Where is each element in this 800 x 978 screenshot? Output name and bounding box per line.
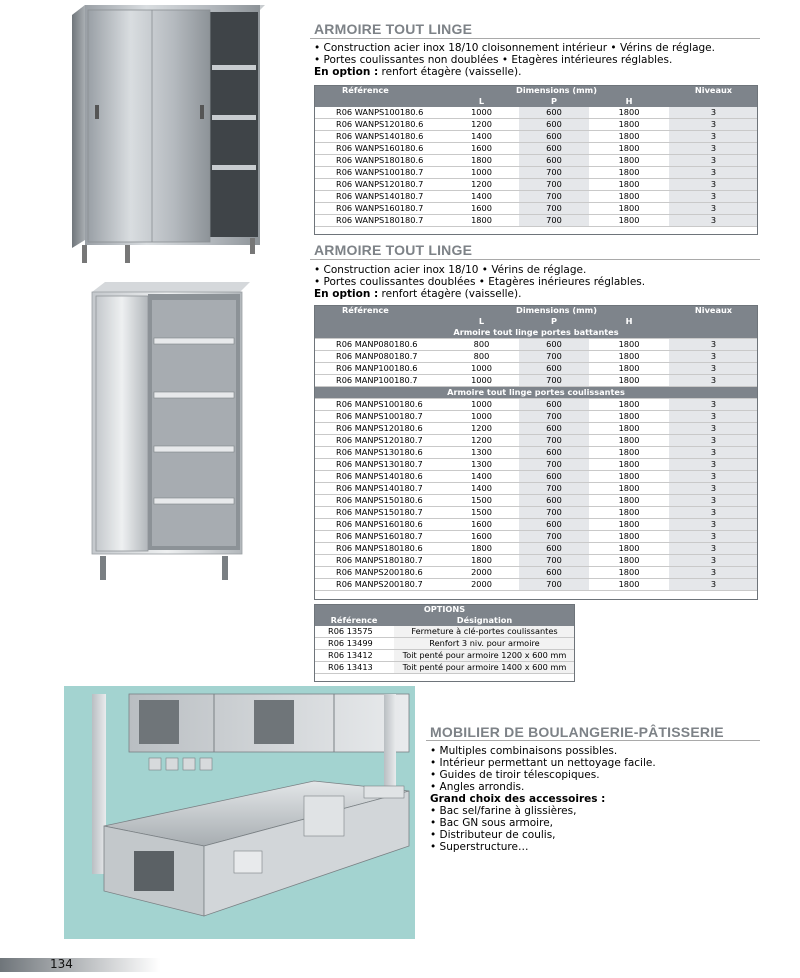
- cell-value: 1300: [444, 447, 519, 459]
- cell-value: 700: [519, 555, 589, 567]
- cell-value: 700: [519, 531, 589, 543]
- cell-value: 1800: [444, 215, 519, 227]
- cell-value: 1000: [444, 363, 519, 375]
- cell-reference: R06 WANPS180180.7: [314, 215, 444, 227]
- cell-value: 1800: [589, 423, 669, 435]
- cell-value: 3: [669, 411, 758, 423]
- cell-value: 1800: [589, 483, 669, 495]
- cell-value: 1600: [444, 203, 519, 215]
- option-text: renfort étagère (vaisselle).: [378, 288, 522, 300]
- page-number: 134: [50, 957, 73, 971]
- cell-reference: R06 WANPS160180.7: [314, 203, 444, 215]
- header-dimensions: Dimensions (mm): [444, 85, 669, 96]
- cell-value: 1800: [589, 435, 669, 447]
- cell-value: 700: [519, 191, 589, 203]
- options-frame: [314, 604, 575, 682]
- cell-value: 3: [669, 143, 758, 155]
- cell-value: 1600: [444, 519, 519, 531]
- cell-value: 1500: [444, 507, 519, 519]
- cell-value: 700: [519, 507, 589, 519]
- option-line: [314, 66, 715, 78]
- section1-description: [314, 42, 715, 78]
- cell-reference: R06 WANPS100180.7: [314, 167, 444, 179]
- cell-value: 1200: [444, 179, 519, 191]
- option-line: [314, 288, 645, 300]
- cell-value: 1800: [589, 579, 669, 591]
- cell-value: 1800: [589, 447, 669, 459]
- option-designation: Fermeture à clé-portes coulissantes: [394, 626, 575, 638]
- header-l: L: [444, 316, 519, 327]
- cell-value: 600: [519, 471, 589, 483]
- section-title: ARMOIRE TOUT LINGE: [314, 21, 473, 37]
- cell-value: 3: [669, 423, 758, 435]
- cell-reference: R06 MANPS180180.6: [314, 543, 444, 555]
- cell-value: 600: [519, 519, 589, 531]
- option-reference: R06 13412: [314, 650, 394, 662]
- cell-reference: R06 WANPS100180.6: [314, 107, 444, 119]
- header-l: L: [444, 96, 519, 107]
- cell-reference: R06 WANPS140180.6: [314, 131, 444, 143]
- cell-value: 3: [669, 567, 758, 579]
- cell-value: 1600: [444, 531, 519, 543]
- cell-value: 600: [519, 399, 589, 411]
- cell-value: 3: [669, 543, 758, 555]
- cell-value: 1800: [444, 543, 519, 555]
- cell-reference: R06 MANP080180.7: [314, 351, 444, 363]
- cell-reference: R06 MANPS140180.6: [314, 471, 444, 483]
- cell-value: 3: [669, 519, 758, 531]
- cell-value: 1800: [589, 363, 669, 375]
- cell-reference: R06 WANPS120180.7: [314, 179, 444, 191]
- header-p: P: [519, 96, 589, 107]
- cell-value: 1800: [589, 339, 669, 351]
- cell-value: 1800: [589, 179, 669, 191]
- cell-value: 1400: [444, 131, 519, 143]
- cell-value: 1400: [444, 471, 519, 483]
- cell-value: 600: [519, 155, 589, 167]
- cell-value: 1200: [444, 435, 519, 447]
- cell-reference: R06 MANPS100180.7: [314, 411, 444, 423]
- option-reference: R06 13413: [314, 662, 394, 674]
- cell-value: 3: [669, 459, 758, 471]
- title-rule: [310, 38, 760, 39]
- cell-value: 3: [669, 203, 758, 215]
- cell-value: 600: [519, 423, 589, 435]
- header-h: H: [589, 316, 669, 327]
- cell-value: 1800: [444, 155, 519, 167]
- cell-value: 3: [669, 107, 758, 119]
- cell-value: 700: [519, 375, 589, 387]
- cell-reference: R06 MANPS120180.6: [314, 423, 444, 435]
- cell-reference: R06 MANPS140180.7: [314, 483, 444, 495]
- cell-reference: R06 MANP100180.7: [314, 375, 444, 387]
- cell-value: 700: [519, 167, 589, 179]
- cell-value: 3: [669, 435, 758, 447]
- cell-value: 1000: [444, 399, 519, 411]
- cell-value: 1800: [589, 351, 669, 363]
- title-rule: [426, 740, 760, 741]
- bullet-line: • Portes coulissantes doublées • Etagères inérieures réglables.: [314, 276, 646, 288]
- cell-reference: R06 MANPS200180.6: [314, 567, 444, 579]
- table-frame: [314, 85, 758, 235]
- cell-value: 1800: [589, 131, 669, 143]
- cell-value: 1500: [444, 495, 519, 507]
- cell-value: 600: [519, 339, 589, 351]
- product-image-mobilier-boulangerie: [64, 686, 415, 939]
- option-label: En option :: [314, 288, 379, 300]
- option-designation: Toit penté pour armoire 1400 x 600 mm: [394, 662, 575, 674]
- cell-value: 700: [519, 203, 589, 215]
- cell-value: 600: [519, 495, 589, 507]
- cell-value: 700: [519, 483, 589, 495]
- cell-value: 1800: [589, 495, 669, 507]
- cell-value: 1800: [589, 375, 669, 387]
- cell-value: 1800: [589, 543, 669, 555]
- cell-reference: R06 MANPS130180.6: [314, 447, 444, 459]
- cell-value: 700: [519, 459, 589, 471]
- cell-reference: R06 MANP100180.6: [314, 363, 444, 375]
- table-frame: [314, 305, 758, 600]
- cell-value: 1000: [444, 167, 519, 179]
- cell-reference: R06 WANPS140180.7: [314, 191, 444, 203]
- header-p: P: [519, 316, 589, 327]
- cell-value: 600: [519, 363, 589, 375]
- cell-value: 1800: [589, 191, 669, 203]
- option-reference: R06 13499: [314, 638, 394, 650]
- cell-value: 1200: [444, 423, 519, 435]
- cell-value: 2000: [444, 567, 519, 579]
- option-label: En option :: [314, 66, 379, 78]
- cell-value: 700: [519, 215, 589, 227]
- cell-value: 3: [669, 179, 758, 191]
- cell-value: 1800: [589, 155, 669, 167]
- cell-value: 800: [444, 339, 519, 351]
- product-image-armoire-portes-doublees: [80, 278, 260, 588]
- cell-reference: R06 MANPS130180.7: [314, 459, 444, 471]
- bullet-line: • Portes coulissantes non doublées • Etagères intérieures réglables.: [314, 54, 673, 66]
- cell-value: 1800: [589, 107, 669, 119]
- cell-value: 1000: [444, 375, 519, 387]
- cell-value: 1800: [589, 167, 669, 179]
- option-designation: Renfort 3 niv. pour armoire: [394, 638, 575, 650]
- cell-value: 3: [669, 555, 758, 567]
- cell-value: 3: [669, 131, 758, 143]
- cell-value: 1400: [444, 191, 519, 203]
- cell-value: 600: [519, 131, 589, 143]
- cell-value: 1800: [589, 399, 669, 411]
- cell-value: 3: [669, 447, 758, 459]
- cell-reference: R06 MANPS150180.6: [314, 495, 444, 507]
- cell-value: 1800: [589, 459, 669, 471]
- bullet-line: • Multiples combinaisons possibles.: [430, 745, 618, 757]
- cell-reference: R06 WANPS120180.6: [314, 119, 444, 131]
- cell-value: 600: [519, 119, 589, 131]
- cell-value: 1800: [589, 215, 669, 227]
- cell-value: 2000: [444, 579, 519, 591]
- cell-value: 3: [669, 471, 758, 483]
- bullet-line: • Guides de tiroir télescopiques.: [430, 769, 600, 781]
- header-reference: Référence: [314, 305, 444, 316]
- bullet-line: • Angles arrondis.: [430, 781, 525, 793]
- cell-value: 1800: [589, 519, 669, 531]
- bullet-line: • Intérieur permettant un nettoyage facile.: [430, 757, 656, 769]
- cell-reference: R06 MANPS160180.6: [314, 519, 444, 531]
- cell-value: 3: [669, 191, 758, 203]
- cell-value: 1600: [444, 143, 519, 155]
- bullet-line: • Superstructure…: [430, 841, 529, 853]
- header-niveaux: Niveaux: [669, 305, 758, 316]
- section2-description: [314, 264, 645, 300]
- cell-value: 800: [444, 351, 519, 363]
- cell-value: 600: [519, 143, 589, 155]
- header-niveaux: Niveaux: [669, 85, 758, 96]
- product-image-armoire-portes-non-doublees: [60, 0, 290, 270]
- bullet-line: • Construction acier inox 18/10 • Vérins de réglage.: [314, 264, 587, 276]
- cell-value: 600: [519, 567, 589, 579]
- cell-value: 1800: [589, 507, 669, 519]
- bullet-line: • Construction acier inox 18/10 cloisonnement intérieur • Vérins de réglage.: [314, 42, 715, 54]
- section3-description: [430, 745, 656, 853]
- cell-value: 700: [519, 579, 589, 591]
- option-reference: R06 13575: [314, 626, 394, 638]
- cell-value: 3: [669, 495, 758, 507]
- cell-value: 600: [519, 447, 589, 459]
- cell-value: 1800: [589, 567, 669, 579]
- cell-value: 3: [669, 483, 758, 495]
- subheader-label: Armoire tout linge portes battantes: [314, 327, 758, 339]
- cell-reference: R06 MANPS160180.7: [314, 531, 444, 543]
- cell-reference: R06 MANPS150180.7: [314, 507, 444, 519]
- cell-reference: R06 WANPS180180.6: [314, 155, 444, 167]
- cell-value: 3: [669, 531, 758, 543]
- cell-value: 1800: [589, 143, 669, 155]
- cell-value: 3: [669, 155, 758, 167]
- cell-value: 3: [669, 351, 758, 363]
- cell-value: 600: [519, 107, 589, 119]
- bullet-line: • Distributeur de coulis,: [430, 829, 556, 841]
- cell-value: 1800: [589, 531, 669, 543]
- cell-reference: R06 MANPS120180.7: [314, 435, 444, 447]
- cell-value: 1000: [444, 107, 519, 119]
- options-header-designation: Désignation: [394, 615, 575, 626]
- cell-value: 3: [669, 363, 758, 375]
- cell-value: 3: [669, 507, 758, 519]
- cell-value: 1800: [589, 119, 669, 131]
- title-rule: [310, 259, 760, 260]
- cell-value: 700: [519, 351, 589, 363]
- header-reference: Référence: [314, 85, 444, 96]
- bullet-line: • Bac sel/farine à glissières,: [430, 805, 577, 817]
- cell-value: 3: [669, 167, 758, 179]
- options-title: OPTIONS: [314, 604, 575, 615]
- cell-reference: R06 MANPS100180.6: [314, 399, 444, 411]
- cell-reference: R06 MANPS180180.7: [314, 555, 444, 567]
- cell-value: 700: [519, 179, 589, 191]
- cell-value: 1300: [444, 459, 519, 471]
- cell-reference: R06 WANPS160180.6: [314, 143, 444, 155]
- cell-value: 1800: [444, 555, 519, 567]
- cell-value: 3: [669, 375, 758, 387]
- header-dimensions: Dimensions (mm): [444, 305, 669, 316]
- footer-bar: [0, 958, 160, 972]
- cell-value: 3: [669, 119, 758, 131]
- cell-value: 600: [519, 543, 589, 555]
- cell-value: 3: [669, 339, 758, 351]
- cell-value: 1200: [444, 119, 519, 131]
- cell-value: 1800: [589, 471, 669, 483]
- subheader-label: Armoire tout linge portes coulissantes: [314, 387, 758, 399]
- cell-value: 1400: [444, 483, 519, 495]
- cell-value: 3: [669, 399, 758, 411]
- cell-value: 1800: [589, 203, 669, 215]
- cell-reference: R06 MANPS200180.7: [314, 579, 444, 591]
- cell-value: 3: [669, 579, 758, 591]
- accessories-heading: Grand choix des accessoires :: [430, 793, 606, 805]
- cell-value: 1800: [589, 555, 669, 567]
- section-title: MOBILIER DE BOULANGERIE-PÂTISSERIE: [430, 724, 724, 740]
- bullet-line: • Bac GN sous armoire,: [430, 817, 553, 829]
- options-header-reference: Référence: [314, 615, 394, 626]
- cell-value: 1800: [589, 411, 669, 423]
- header-h: H: [589, 96, 669, 107]
- option-designation: Toit penté pour armoire 1200 x 600 mm: [394, 650, 575, 662]
- cell-reference: R06 MANP080180.6: [314, 339, 444, 351]
- option-text: renfort étagère (vaisselle).: [378, 66, 522, 78]
- cell-value: 700: [519, 435, 589, 447]
- cell-value: 1000: [444, 411, 519, 423]
- section-title: ARMOIRE TOUT LINGE: [314, 242, 473, 258]
- cell-value: 700: [519, 411, 589, 423]
- cell-value: 3: [669, 215, 758, 227]
